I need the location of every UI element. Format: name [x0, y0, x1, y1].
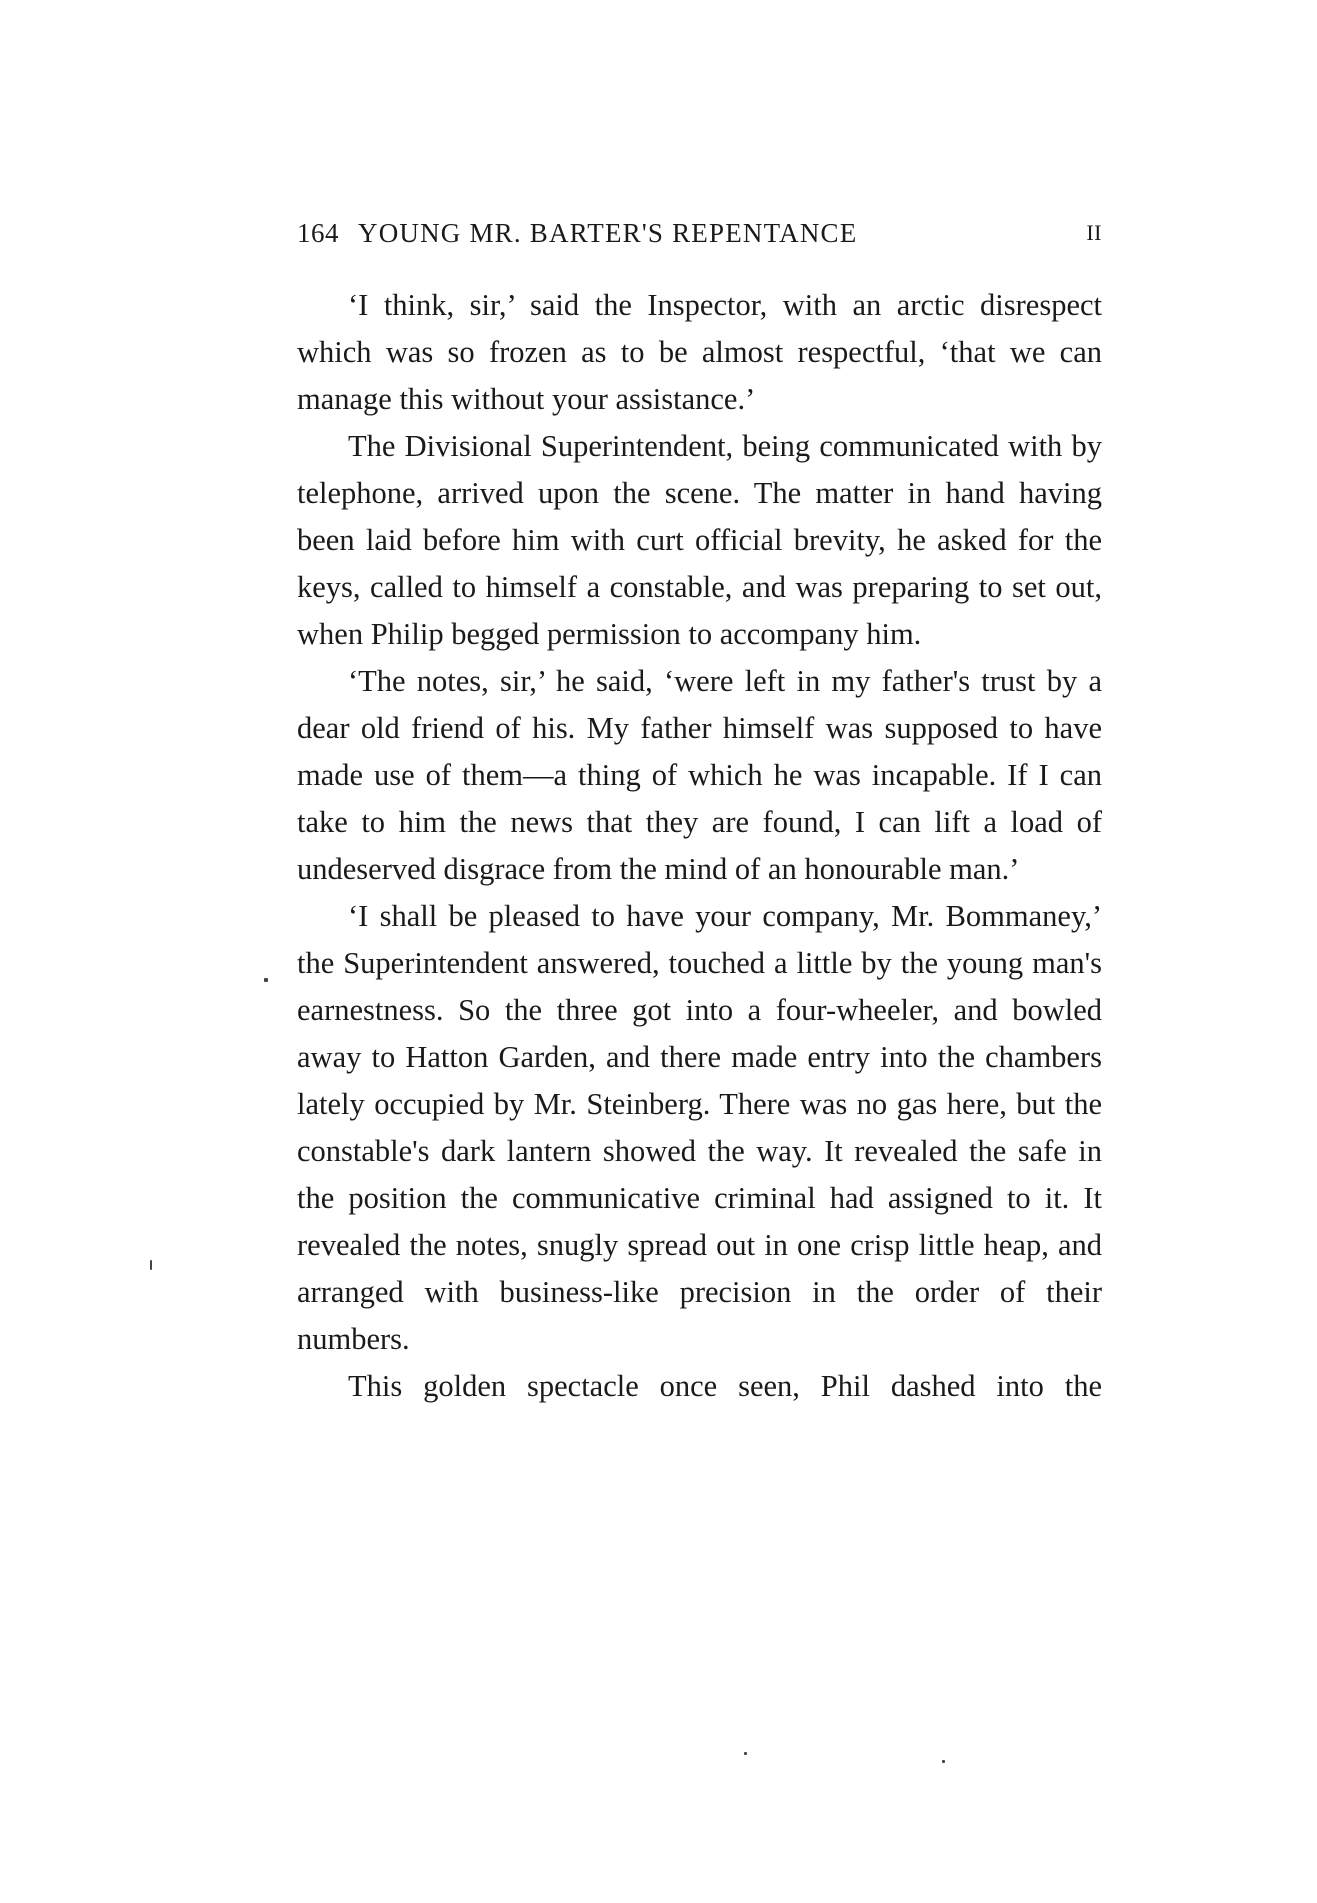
chapter-number: II: [1086, 220, 1102, 245]
paragraph: ‘I shall be pleased to have your company, Mr. Bommaney,’ the Superintendent answered, touched a little by the young man's earnestness. So the three got into a four-wheeler, and bowled away to Hatton Garden, and there made entry into the chambers lately occupied by Mr. Steinberg. There was no gas here, but the constable's dark lantern showed the way. It revealed the safe in the position the communicative criminal had assigned to it. It revealed the notes, snugly spread out in one crisp little heap, and arranged with business-like precision in the order of their numbers.: [297, 899, 1102, 1356]
running-title: YOUNG MR. BARTER'S REPENTANCE: [358, 218, 858, 248]
paragraph: ‘The notes, sir,’ he said, ‘were left in my father's trust by a dear old friend of his. My father himself was supposed to have made use of them—a thing of which he was incapable. If I can take to him the news that they are found, I can lift a load of undeserved disgrace from the mind of an honourable man.’: [297, 664, 1102, 886]
scan-speck: [264, 978, 268, 982]
page-number: 164: [297, 218, 339, 248]
paragraph: This golden spectacle once seen, Phil dashed into the: [348, 1369, 1102, 1403]
scan-speck: [150, 1260, 152, 1270]
scan-speck: [942, 1760, 945, 1763]
body-text: [297, 282, 1102, 1410]
scan-speck: [744, 1752, 747, 1755]
running-header: [297, 218, 1102, 258]
paragraph: The Divisional Superintendent, being communicated with by telephone, arrived upon the scene. The matter in hand having been laid before him with curt official brevity, he asked for the keys, called to himself a constable, and was preparing to set out, when Philip begged permission to accompany him.: [297, 429, 1102, 651]
paragraph: ‘I think, sir,’ said the Inspector, with an arctic disrespect which was so frozen as to be almost respectful, ‘that we can manage this without your assistance.’: [297, 288, 1102, 416]
